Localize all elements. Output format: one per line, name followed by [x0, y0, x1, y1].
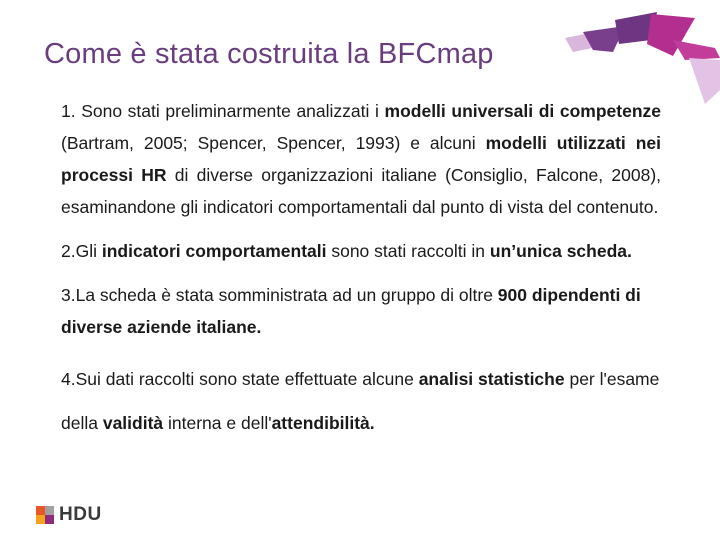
- bold-text: un’unica scheda.: [489, 241, 632, 261]
- bold-text: indicatori comportamentali: [101, 241, 327, 261]
- text-run: per l'esame della: [61, 369, 660, 433]
- point-3: [61, 279, 661, 343]
- ribbon-magenta-tail: [673, 40, 720, 60]
- text-run: 3.La scheda è stata somministrata ad un gruppo di oltre: [61, 285, 498, 305]
- text-run: (Bartram, 2005; Spencer, Spencer, 1993) e alcuni: [61, 133, 486, 153]
- bold-text: 900 dipendenti di diverse aziende italiane.: [61, 285, 641, 337]
- bold-text: analisi statistiche: [418, 369, 565, 389]
- text-run: 2.Gli: [61, 241, 102, 261]
- hdu-logo-mark: [36, 506, 56, 524]
- point-2: [61, 235, 661, 267]
- bold-text: modelli universali di competenze: [384, 101, 661, 121]
- slide-body: [61, 95, 661, 445]
- text-run: di diverse organizzazioni italiane (Consiglio, Falcone, 2008), esaminandone gli indicatori comportamentali dal punto di vista del contenuto.: [61, 165, 662, 217]
- hdu-logo: [36, 505, 102, 525]
- point-4: [61, 357, 661, 445]
- bold-text: attendibilità.: [271, 413, 375, 433]
- point-1: [61, 95, 661, 223]
- text-run: 1. Sono stati preliminarmente analizzati i: [61, 101, 385, 121]
- text-run: interna e dell': [163, 413, 272, 433]
- ribbon-light-tail: [689, 58, 720, 104]
- slide-title: Come è stata costruita la BFCmap: [44, 38, 494, 70]
- bold-text: modelli utilizzati nei processi HR: [61, 133, 661, 185]
- decorative-ribbon: [555, 0, 720, 110]
- text-run: sono stati raccolti in: [326, 241, 490, 261]
- text-run: 4.Sui dati raccolti sono state effettuate alcune: [61, 369, 419, 389]
- hdu-logo-text: HDU: [59, 504, 102, 525]
- bold-text: validità: [102, 413, 164, 433]
